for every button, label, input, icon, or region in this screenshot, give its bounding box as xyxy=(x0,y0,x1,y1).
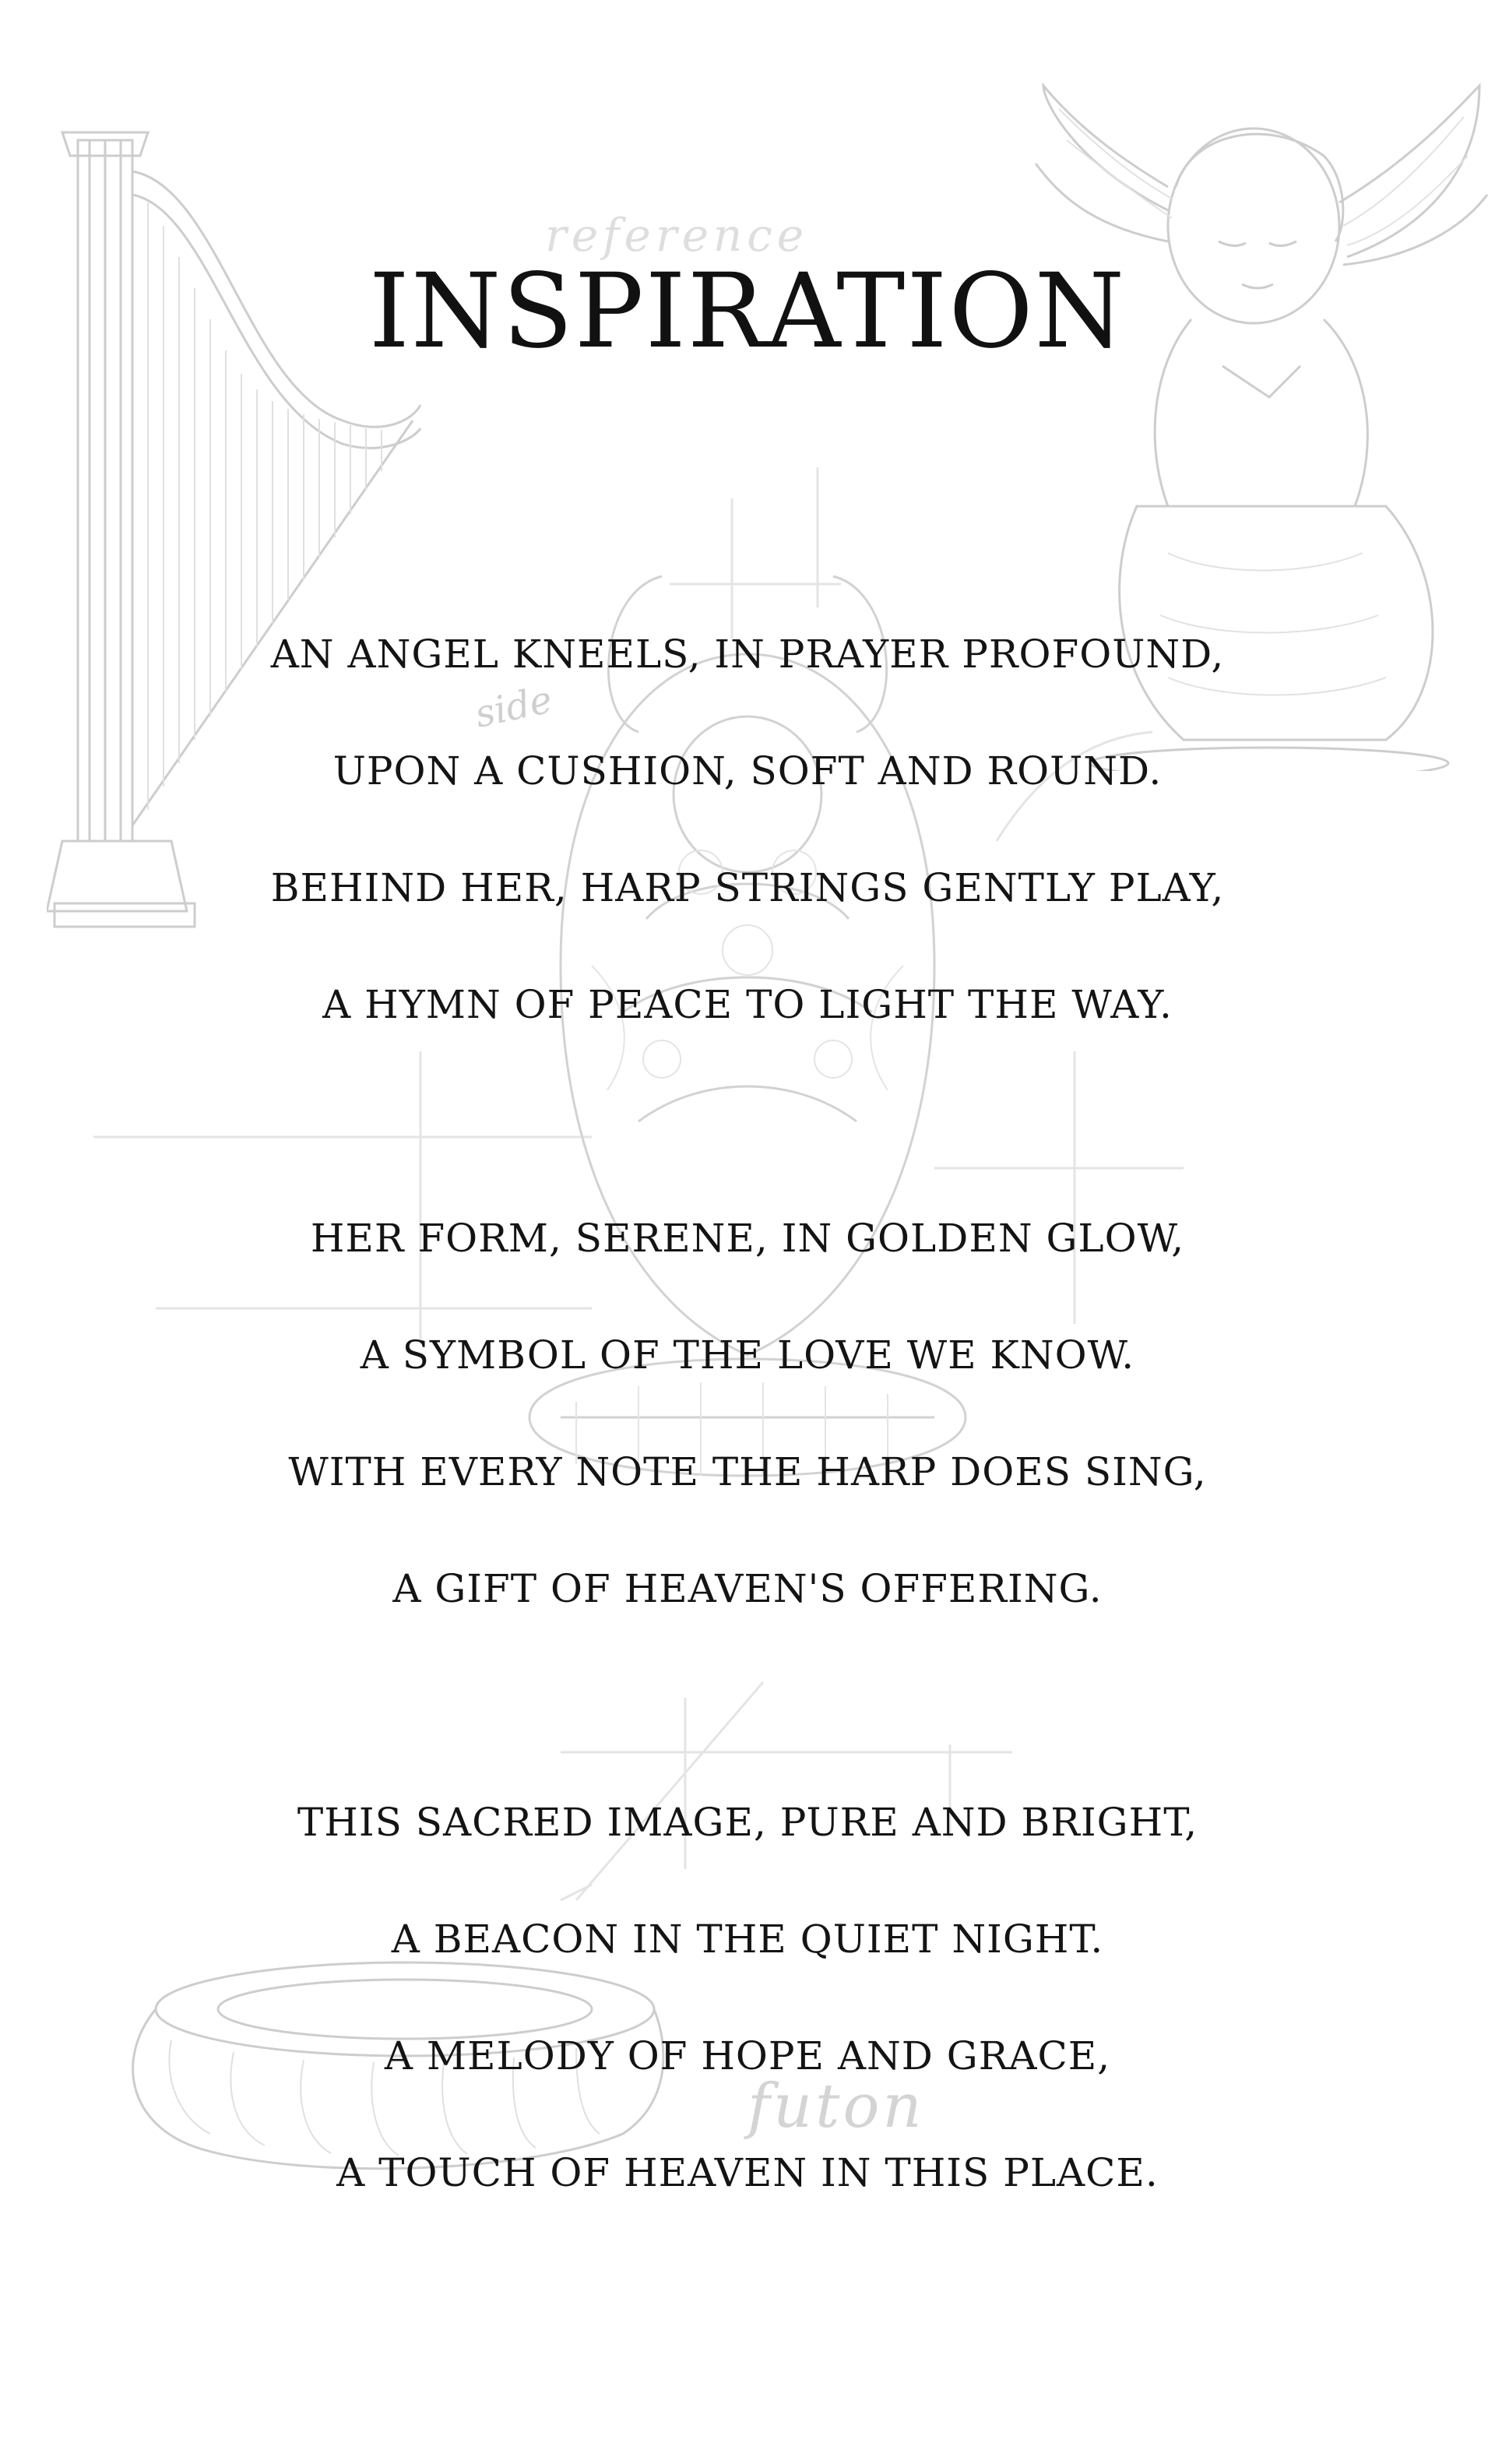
poem-line: AN ANGEL KNEELS, IN PRAYER PROFOUND, xyxy=(270,632,1225,677)
poem-body xyxy=(0,623,1495,2258)
poem-title: INSPIRATION xyxy=(368,252,1127,371)
poem-line: A HYMN OF PEACE TO LIGHT THE WAY. xyxy=(322,982,1173,1027)
sketch-note-futon: futon xyxy=(748,2072,925,2142)
poem-line: HER FORM, SERENE, IN GOLDEN GLOW, xyxy=(310,1216,1185,1261)
poem-line: UPON A CUSHION, SOFT AND ROUND. xyxy=(332,748,1163,794)
poem-line: A GIFT OF HEAVEN'S OFFERING. xyxy=(392,1566,1103,1611)
poem-line: A SYMBOL OF THE LOVE WE KNOW. xyxy=(360,1332,1135,1378)
sketch-note-side: side xyxy=(471,678,556,737)
poem-line: THIS SACRED IMAGE, PURE AND BRIGHT, xyxy=(297,1800,1198,1845)
poem-line: A BEACON IN THE QUIET NIGHT. xyxy=(391,1917,1104,1962)
poem-line: WITH EVERY NOTE THE HARP DOES SING, xyxy=(288,1449,1207,1494)
stanza-2 xyxy=(0,1207,1495,1674)
poem-line: BEHIND HER, HARP STRINGS GENTLY PLAY, xyxy=(270,865,1225,910)
stanza-3 xyxy=(0,1791,1495,2258)
poem-line: A TOUCH OF HEAVEN IN THIS PLACE. xyxy=(336,2150,1159,2195)
poem-line: A MELODY OF HOPE AND GRACE, xyxy=(384,2033,1111,2079)
stanza-1 xyxy=(0,623,1495,1090)
sketch-note-reference: reference xyxy=(545,209,809,262)
